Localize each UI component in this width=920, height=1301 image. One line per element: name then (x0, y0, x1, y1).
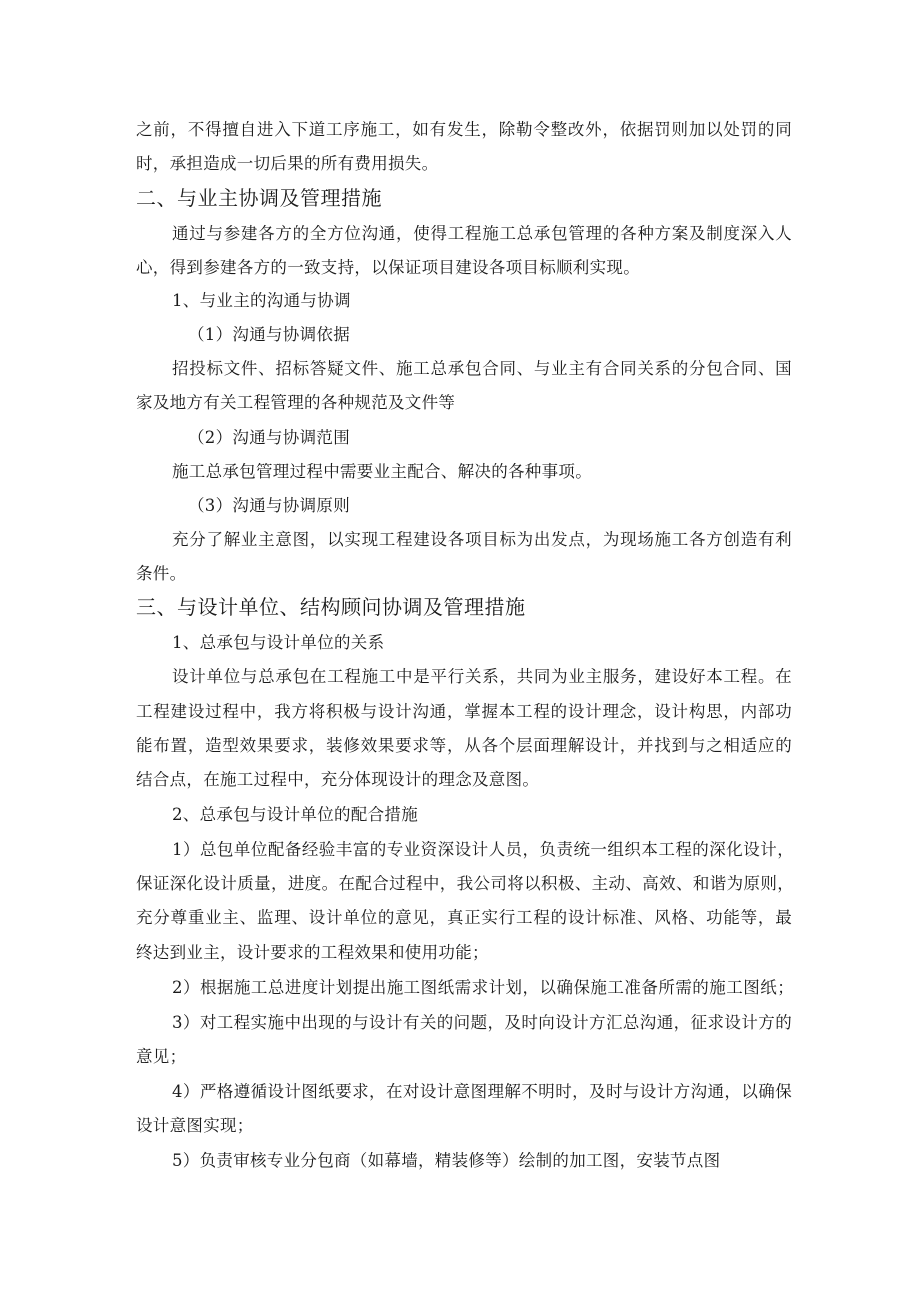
paragraph-line: 时，承担造成一切后果的所有费用损失。 (136, 154, 439, 173)
paragraph-line: 工程建设过程中，我方将积极与设计沟通，掌握本工程的设计理念，设计构思，内部功 (136, 702, 792, 721)
paragraph-line: 保证深化设计质量，进度。在配合过程中，我公司将以积极、主动、高效、和谐为原则， (136, 874, 794, 893)
subsection-heading: 1、与业主的沟通与协调 (172, 291, 351, 310)
paragraph-line: 终达到业主，设计要求的工程效果和使用功能； (136, 943, 489, 962)
paragraph-line: 意见； (136, 1047, 187, 1066)
section-heading: 三、与设计单位、结构顾问协调及管理措施 (136, 595, 526, 619)
paragraph-line: 2）根据施工总进度计划提出施工图纸需求计划，以确保施工准备所需的施工图纸； (172, 978, 794, 997)
item-heading: （1）沟通与协调依据 (188, 325, 350, 344)
section-heading: 二、与业主协调及管理措施 (136, 186, 382, 210)
paragraph-line: 心，得到参建各方的一致支持，以保证项目建设各项目标顺利实现。 (136, 258, 640, 277)
item-heading: （2）沟通与协调范围 (188, 428, 350, 447)
paragraph-line: 条件。 (136, 564, 187, 583)
paragraph-line: 3）对工程实施中出现的与设计有关的问题，及时向设计方汇总沟通，征求设计方的 (172, 1013, 792, 1032)
paragraph-line: 施工总承包管理过程中需要业主配合、解决的各种事项。 (172, 462, 592, 481)
subsection-heading: 2、总承包与设计单位的配合措施 (172, 805, 418, 824)
paragraph-line: 结合点，在施工过程中，充分体现设计的理念及意图。 (136, 770, 540, 789)
paragraph-line: 之前，不得擅自进入下道工序施工，如有发生，除勒令整改外，依据罚则加以处罚的同 (136, 120, 792, 139)
paragraph-line: 设计意图实现； (136, 1116, 254, 1135)
paragraph-line: 1）总包单位配备经验丰富的专业资深设计人员，负责统一组织本工程的深化设计， (172, 840, 794, 859)
paragraph-line: 通过与参建各方的全方位沟通，使得工程施工总承包管理的各种方案及制度深入人 (172, 224, 792, 243)
subsection-heading: 1、总承包与设计单位的关系 (172, 633, 385, 652)
paragraph-line: 4）严格遵循设计图纸要求，在对设计意图理解不明时，及时与设计方沟通，以确保 (172, 1082, 792, 1101)
paragraph-line: 招投标文件、招标答疑文件、施工总承包合同、与业主有合同关系的分包合同、国 (172, 359, 792, 378)
paragraph-line: 设计单位与总承包在工程施工中是平行关系，共同为业主服务，建设好本工程。在 (172, 667, 792, 686)
paragraph-line: 家及地方有关工程管理的各种规范及文件等 (136, 393, 456, 412)
paragraph-line: 充分了解业主意图，以实现工程建设各项目标为出发点，为现场施工各方创造有利 (172, 530, 792, 549)
paragraph-line: 充分尊重业主、监理、设计单位的意见，真正实行工程的设计标准、风格、功能等，最 (136, 908, 792, 927)
item-heading: （3）沟通与协调原则 (188, 496, 350, 515)
paragraph-line: 5）负责审核专业分包商（如幕墙，精装修等）绘制的加工图，安装节点图 (172, 1151, 721, 1170)
paragraph-line: 能布置，造型效果要求，装修效果要求等，从各个层面理解设计，并找到与之相适应的 (136, 736, 792, 755)
